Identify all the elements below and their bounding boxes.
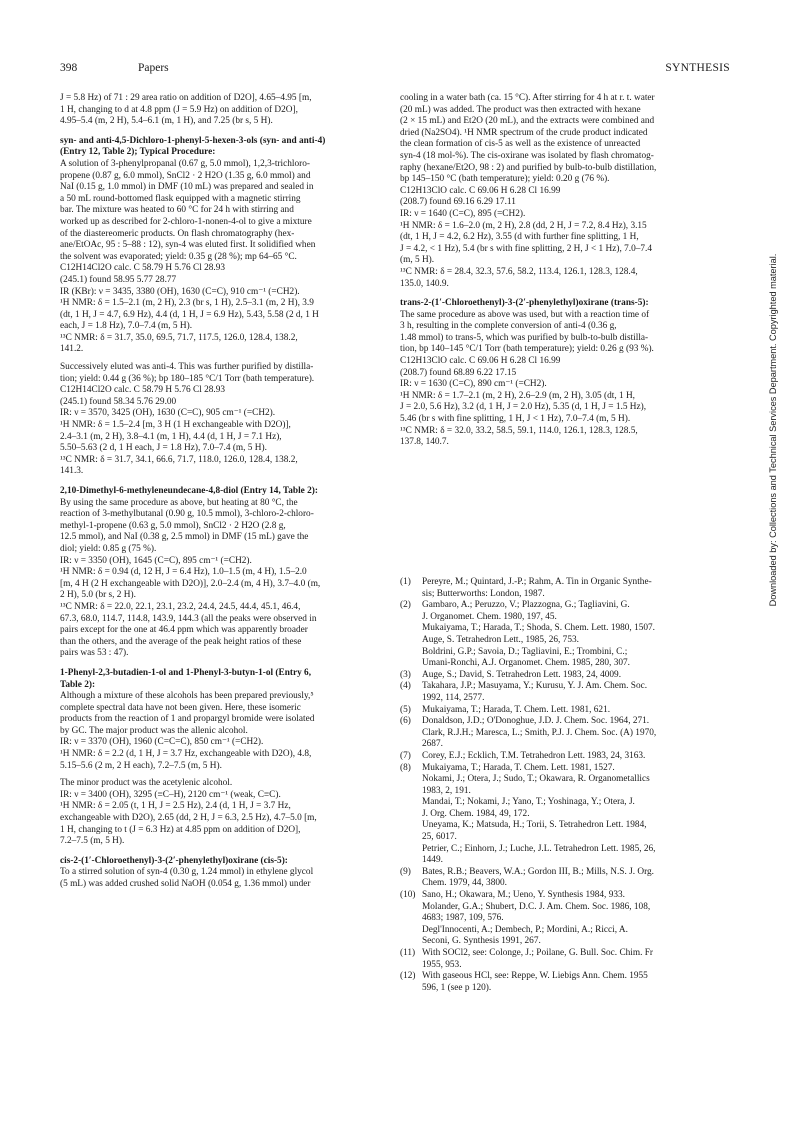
reference-line: Auge, S.; David, S. Tetrahedron Lett. 1983, 24, 4009. bbox=[422, 669, 622, 680]
text-line: 1 H, changing to t (J = 6.3 Hz) at 4.85 ppm on addition of D2O], bbox=[60, 824, 301, 835]
text-line: 5.50–5.63 (2 d, 1 H each, J = 1.8 Hz), 7.0–7.4 (m, 5 H). bbox=[60, 443, 267, 454]
reference-line: Molander, G.A.; Shubert, D.C. J. Am. Chem. Soc. 1986, 108, bbox=[422, 901, 651, 912]
text-line: NaI (0.15 g, 1.0 mmol) in DMF (10 mL) was prepared and sealed in bbox=[60, 182, 314, 193]
section-heading: syn- and anti-4,5-Dichloro-1-phenyl-5-hexen-3-ols (syn- and anti-4) bbox=[60, 135, 326, 146]
reference-line: Chem. 1979, 44, 3800. bbox=[422, 878, 507, 889]
reference-item bbox=[400, 577, 730, 600]
text-line: than the others, and the average of the peak height ratios of these bbox=[60, 636, 302, 647]
section-heading: cis-2-(1′-Chloroethenyl)-3-(2′-phenylethyl)oxirane (cis-5): bbox=[60, 855, 288, 866]
text-line: raphy (hexane/Et2O, 98 : 2) and purified by bulb-to-bulb distillation, bbox=[400, 162, 657, 173]
left-column bbox=[60, 93, 395, 891]
reference-line: Mukaiyama, T.; Harada, T.; Shoda, S. Chem. Lett. 1980, 1507. bbox=[422, 623, 655, 634]
reference-line: 4683; 1987, 109, 576. bbox=[422, 913, 504, 924]
section-label: Papers bbox=[138, 62, 169, 74]
download-notice bbox=[766, 170, 780, 690]
right-column bbox=[400, 93, 730, 449]
reference-number: (6) bbox=[400, 716, 411, 727]
reference-line: Pereyre, M.; Quintard, J.-P.; Rahm, A. Tin in Organic Synthe- bbox=[422, 577, 652, 587]
text-line: products from the reaction of 1 and propargyl bromide were isolated bbox=[60, 714, 315, 725]
reference-item bbox=[400, 681, 730, 704]
reference-line: Mukaiyama, T.; Harada, T. Chem. Lett. 1981, 1527. bbox=[422, 762, 615, 773]
text-line: reaction of 3-methylbutanal (0.90 g, 10.5 mmol), 3-chloro-2-chloro- bbox=[60, 509, 314, 520]
page-header bbox=[60, 62, 730, 80]
text-line: IR: ν = 3350 (OH), 1645 (C=C), 895 cm⁻¹ (=CH2). bbox=[60, 555, 252, 566]
text-line: ane/EtOAc, 95 : 5–88 : 12), syn-4 was eluted first. It solidified when bbox=[60, 240, 316, 251]
text-line: ¹³C NMR: δ = 31.7, 35.0, 69.5, 71.7, 117.5, 126.0, 128.4, 138.2, bbox=[60, 332, 298, 343]
text-line: Successively eluted was anti-4. This was further purified by distilla- bbox=[60, 362, 314, 373]
text-line: The minor product was the acetylenic alcohol. bbox=[60, 778, 233, 789]
reference-item bbox=[400, 763, 730, 867]
text-line: ¹H NMR: δ = 2.2 (d, 1 H, J = 3.7 Hz, exchangeable with D2O), 4.8, bbox=[60, 749, 312, 760]
text-line: tion, bp 140–145 °C/1 Torr (bath temperature); yield: 0.26 g (93 %). bbox=[400, 344, 654, 355]
text-line: 1 H, changing to d at 4.8 ppm (J = 5.9 Hz) on addition of D2O], bbox=[60, 104, 298, 115]
text-line: C12H14Cl2O calc. C 58.79 H 5.76 Cl 28.93 bbox=[60, 385, 226, 396]
text-line: syn-4 (18 mol-%). The cis-oxirane was isolated by flash chromatog- bbox=[400, 150, 654, 161]
section-heading: 1-Phenyl-2,3-butadien-1-ol and 1-Phenyl-3-butyn-1-ol (Entry 6, bbox=[60, 667, 312, 678]
reference-item bbox=[400, 705, 730, 717]
reference-item bbox=[400, 751, 730, 763]
page-number: 398 bbox=[60, 62, 78, 74]
text-line: C12H13ClO calc. C 69.06 H 6.28 Cl 16.99 bbox=[400, 356, 561, 367]
reference-number: (1) bbox=[400, 577, 411, 587]
text-line: 5.15–5.6 (2 m, 2 H each), 7.2–7.5 (m, 5 H). bbox=[60, 760, 222, 771]
text-line: Table 2): bbox=[60, 679, 96, 690]
reference-line: Mukaiyama, T.; Harada, T. Chem. Lett. 1981, 621. bbox=[422, 704, 611, 715]
text-line: the clean formation of cis-5 as well as the existence of unreacted bbox=[400, 139, 641, 150]
reference-line: 25, 6017. bbox=[422, 832, 457, 843]
text-line: 3 h, resulting in the complete conversion of anti-4 (0.36 g, bbox=[400, 321, 617, 332]
reference-item bbox=[400, 890, 730, 948]
text-line: ¹³C NMR: δ = 32.0, 33.2, 58.5, 59.1, 114.0, 126.1, 128.3, 128.5, bbox=[400, 425, 638, 436]
reference-number: (11) bbox=[400, 948, 416, 958]
text-line: 137.8, 140.7. bbox=[400, 437, 449, 448]
reference-item bbox=[400, 948, 730, 971]
text-line: A solution of 3-phenylpropanal (0.67 g, 5.0 mmol), 1,2,3-trichloro- bbox=[60, 158, 310, 169]
reference-number: (12) bbox=[400, 971, 416, 982]
reference-item bbox=[400, 670, 730, 682]
reference-line: Bates, R.B.; Beavers, W.A.; Gordon III, B.; Mills, N.S. J. Org. bbox=[422, 866, 654, 877]
reference-number: (3) bbox=[400, 669, 411, 680]
text-line: (208.7) found 68.89 6.22 17.15 bbox=[400, 367, 517, 378]
text-line: worked up as described for 2-chloro-1-nonen-4-ol to give a mixture bbox=[60, 216, 312, 227]
text-line: methyl-1-propene (0.63 g, 5.0 mmol), SnCl2 · 2 H2O (2.8 g, bbox=[60, 520, 286, 531]
reference-line: Petrier, C.; Einhorn, J.; Luche, J.L. Tetrahedron Lett. 1985, 26, bbox=[422, 843, 656, 854]
reference-number: (10) bbox=[400, 890, 416, 901]
text-line: By using the same procedure as above, but heating at 80 °C, the bbox=[60, 497, 298, 508]
text-line: ¹³C NMR: δ = 28.4, 32.3, 57.6, 58.2, 113.4, 126.1, 128.3, 128.4, bbox=[400, 266, 638, 277]
text-line: cooling in a water bath (ca. 15 °C). After stirring for 4 h at r. t. water bbox=[400, 93, 655, 103]
reference-item bbox=[400, 716, 730, 751]
reference-line: Donaldson, J.D.; O'Donoghue, J.D. J. Chem. Soc. 1964, 271. bbox=[422, 716, 650, 727]
text-line: (Entry 12, Table 2); Typical Procedure: bbox=[60, 147, 216, 158]
reference-line: Corey, E.J.; Ecklich, T.M. Tetrahedron Lett. 1983, 24, 3163. bbox=[422, 750, 646, 761]
reference-line: Degl'Innocenti, A.; Dembech, P.; Mordini, A.; Ricci, A. bbox=[422, 924, 628, 935]
text-line: pairs was 53 : 47). bbox=[60, 648, 129, 659]
text-line: 1.48 mmol) to trans-5, which was purified by bulb-to-bulb distilla- bbox=[400, 332, 649, 343]
references-list bbox=[400, 577, 730, 994]
reference-item bbox=[400, 600, 730, 670]
text-line: bar. The mixture was heated to 60 °C for 24 h with stirring and bbox=[60, 205, 294, 216]
journal-name: SYNTHESIS bbox=[665, 62, 730, 74]
reference-line: Umani-Ronchi, A.J. Organomet. Chem. 1985, 280, 307. bbox=[422, 658, 630, 669]
text-line: ¹³C NMR: δ = 31.7, 34.1, 66.6, 71.7, 118.0, 126.0, 128.4, 138.2, bbox=[60, 454, 298, 465]
reference-line: Takahara, J.P.; Masuyama, Y.; Kurusu, Y. J. Am. Chem. Soc. bbox=[422, 681, 648, 692]
text-line: IR: ν = 3570, 3425 (OH), 1630 (C=C), 905 cm⁻¹ (=CH2). bbox=[60, 408, 276, 419]
text-line: (245.1) found 58.34 5.76 29.00 bbox=[60, 396, 177, 407]
reference-line: 596, 1 (see p 120). bbox=[422, 982, 492, 993]
text-line: 135.0, 140.9. bbox=[400, 278, 449, 289]
text-line: J = 4.2, < 1 Hz), 5.4 (br s with fine splitting, 2 H, J < 1 Hz), 7.0–7.4 bbox=[400, 243, 653, 254]
reference-line: Auge, S. Tetrahedron Lett., 1985, 26, 753. bbox=[422, 634, 579, 645]
text-line: propene (0.87 g, 6.0 mmol), SnCl2 · 2 H2O (1.35 g, 6.0 mmol) and bbox=[60, 170, 311, 181]
reference-number: (2) bbox=[400, 600, 411, 611]
reference-number: (8) bbox=[400, 762, 411, 773]
text-line: IR: ν = 1640 (C=C), 895 (=CH2). bbox=[400, 208, 526, 219]
reference-item bbox=[400, 867, 730, 890]
reference-line: Gambaro, A.; Peruzzo, V.; Plazzogna, G.; Tagliavini, G. bbox=[422, 600, 630, 611]
text-line: dried (Na2SO4). ¹H NMR spectrum of the crude product indicated bbox=[400, 127, 648, 138]
reference-number: (9) bbox=[400, 866, 411, 877]
text-line: bp 145–150 °C (bath temperature); yield: 0.20 g (76 %). bbox=[400, 174, 610, 185]
text-line: IR (KBr): ν = 3435, 3380 (OH), 1630 (C=C), 910 cm⁻¹ (=CH2). bbox=[60, 286, 300, 297]
text-line: (20 mL) was added. The product was then extracted with hexane bbox=[400, 104, 641, 115]
reference-line: J. Org. Chem. 1984, 49, 172. bbox=[422, 808, 530, 819]
reference-line: 1983, 2, 191. bbox=[422, 785, 471, 796]
text-line: J = 2.0, 5.6 Hz), 3.2 (d, 1 H, J = 2.0 Hz), 5.35 (d, 1 H, J = 1.5 Hz), bbox=[400, 402, 647, 413]
reference-line: 2687. bbox=[422, 739, 443, 750]
reference-number: (7) bbox=[400, 750, 411, 761]
text-line: by GC. The major product was the allenic alcohol. bbox=[60, 725, 248, 736]
text-line: of the diastereomeric products. On flash chromatography (hex- bbox=[60, 228, 295, 239]
reference-line: 1992, 114, 2577. bbox=[422, 692, 485, 703]
text-line: exchangeable with D2O), 2.65 (dd, 2 H, J = 6.3, 2.5 Hz), 4.7–5.0 [m, bbox=[60, 813, 317, 824]
reference-line: Nokami, J.; Otera, J.; Sudo, T.; Okawara, R. Organometallics bbox=[422, 774, 650, 785]
text-line: [m, 4 H (2 H exchangeable with D2O)], 2.0–2.4 (m, 4 H), 3.7–4.0 (m, bbox=[60, 578, 321, 589]
text-line: diol; yield: 0.85 g (75 %). bbox=[60, 543, 157, 554]
reference-line: Sano, H.; Okawara, M.; Ueno, Y. Synthesis 1984, 933. bbox=[422, 890, 625, 901]
text-line: The same procedure as above was used, but with a reaction time of bbox=[400, 309, 650, 320]
text-line: 4.95–5.4 (m, 2 H), 5.4–6.1 (m, 1 H), and 7.25 (br s, 5 H). bbox=[60, 116, 273, 127]
text-line: ¹H NMR: δ = 0.94 (d, 12 H, J = 6.4 Hz), 1.0–1.5 (m, 4 H), 1.5–2.0 bbox=[60, 567, 307, 578]
reference-line: sis; Butterworths: London, 1987. bbox=[422, 588, 545, 599]
text-line: complete spectral data have not been given. Here, these isomeric bbox=[60, 702, 301, 713]
reference-line: Seconi, G. Synthesis 1991, 267. bbox=[422, 936, 541, 947]
text-line: IR: ν = 3400 (OH), 3295 (≡C–H), 2120 cm⁻¹ (weak, C≡C). bbox=[60, 789, 281, 800]
reference-line: Boldrini, G.P.; Savoia, D.; Tagliavini, E.; Trombini, C.; bbox=[422, 646, 628, 657]
text-line: J = 5.8 Hz) of 71 : 29 area ratio on addition of D2O], 4.65–4.95 [m, bbox=[60, 93, 312, 103]
text-line: (m, 5 H). bbox=[400, 255, 435, 266]
text-line: (dt, 1 H, J = 4.7, 6.9 Hz), 4.4 (d, 1 H, J = 6.9 Hz), 5.43, 5.58 (2 d, 1 H bbox=[60, 309, 319, 320]
text-line: 2.4–3.1 (m, 2 H), 3.8–4.1 (m, 1 H), 4.4 (d, 1 H, J = 7.1 Hz), bbox=[60, 431, 282, 442]
text-line: (208.7) found 69.16 6.29 17.11 bbox=[400, 197, 516, 208]
text-line: each, J = 1.8 Hz), 7.0–7.4 (m, 5 H). bbox=[60, 321, 193, 332]
text-line: (5 mL) was added crushed solid NaOH (0.054 g, 1.36 mmol) under bbox=[60, 879, 311, 889]
reference-line: 1955, 953. bbox=[422, 959, 462, 970]
text-line: C12H14Cl2O calc. C 58.79 H 5.76 Cl 28.93 bbox=[60, 263, 226, 274]
text-line: tion; yield: 0.44 g (36 %); bp 180–185 °C/1 Torr (bath temperature). bbox=[60, 373, 315, 384]
text-line: 12.5 mmol), and NaI (0.38 g, 2.5 mmol) in DMF (15 mL) gave the bbox=[60, 532, 309, 543]
text-line: ¹³C NMR: δ = 22.0, 22.1, 23.1, 23.2, 24.4, 24.5, 44.4, 45.1, 46.4, bbox=[60, 601, 301, 612]
text-line: 5.46 (br s with fine splitting, 1 H, J < 1 Hz), 7.0–7.4 (m, 5 H). bbox=[400, 414, 631, 425]
reference-number: (4) bbox=[400, 681, 411, 692]
text-line: To a stirred solution of syn-4 (0.30 g, 1.24 mmol) in ethylene glycol bbox=[60, 867, 314, 878]
text-line: ¹H NMR: δ = 1.6–2.0 (m, 2 H), 2.8 (dd, 2 H, J = 7.2, 8.4 Hz), 3.15 bbox=[400, 220, 647, 231]
section-heading: 2,10-Dimethyl-6-methyleneundecane-4,8-diol (Entry 14, Table 2): bbox=[60, 486, 318, 496]
text-line: IR: ν = 3370 (OH), 1960 (C=C=C), 850 cm⁻¹ (=CH2). bbox=[60, 737, 264, 748]
reference-line: J. Organomet. Chem. 1980, 197, 45. bbox=[422, 611, 557, 622]
text-line: C12H13ClO calc. C 69.06 H 6.28 Cl 16.99 bbox=[400, 185, 561, 196]
reference-number: (5) bbox=[400, 704, 411, 715]
text-line: ¹H NMR: δ = 1.7–2.1 (m, 2 H), 2.6–2.9 (m, 2 H), 3.05 (dt, 1 H, bbox=[400, 390, 636, 401]
reference-line: Mandai, T.; Nokami, J.; Yano, T.; Yoshinaga, Y.; Otera, J. bbox=[422, 797, 635, 808]
text-line: (2 × 15 mL) and Et2O (20 mL), and the extracts were combined and bbox=[400, 116, 655, 127]
text-line: Although a mixture of these alcohols has been prepared previously,⁵ bbox=[60, 691, 314, 702]
text-line: 141.3. bbox=[60, 466, 84, 477]
text-line: a 50 mL round-bottomed flask equipped with a magnetic stirring bbox=[60, 193, 301, 204]
section-heading: trans-2-(1′-Chloroethenyl)-3-(2′-phenylethyl)oxirane (trans-5): bbox=[400, 298, 649, 309]
reference-line: Clark, R.J.H.; Maresca, L.; Smith, P.J. J. Chem. Soc. (A) 1970, bbox=[422, 727, 657, 738]
text-line: 2 H), 5.0 (br s, 2 H). bbox=[60, 590, 136, 601]
text-line: pairs except for the one at 46.4 ppm which was apparently broader bbox=[60, 625, 308, 636]
download-notice-text: Downloaded by: Collections and Technical Services Department. Copyrighted material. bbox=[768, 253, 778, 607]
text-line: ¹H NMR: δ = 2.05 (t, 1 H, J = 2.5 Hz), 2.4 (d, 1 H, J = 3.7 Hz, bbox=[60, 801, 291, 812]
text-line: 141.2. bbox=[60, 344, 84, 355]
reference-line: Uneyama, K.; Matsuda, H.; Torii, S. Tetrahedron Lett. 1984, bbox=[422, 820, 647, 831]
reference-line: With SOCl2, see: Colonge, J.; Poilane, G. Bull. Soc. Chim. Fr bbox=[422, 948, 654, 958]
text-line: 7.2–7.5 (m, 5 H). bbox=[60, 836, 125, 847]
reference-line: With gaseous HCl, see: Reppe, W. Liebigs Ann. Chem. 1955 bbox=[422, 971, 648, 982]
text-line: the solvent was evaporated; yield: 0.35 g (28 %); mp 64–65 °C. bbox=[60, 251, 297, 262]
text-line: 67.3, 68.0, 114.7, 114.8, 143.9, 144.3 (all the peaks were observed in bbox=[60, 613, 317, 624]
text-line: IR: ν = 1630 (C=C), 890 cm⁻¹ (=CH2). bbox=[400, 379, 547, 390]
text-line: (245.1) found 58.95 5.77 28.77 bbox=[60, 274, 177, 285]
reference-line: 1449. bbox=[422, 855, 443, 866]
text-line: ¹H NMR: δ = 1.5–2.1 (m, 2 H), 2.3 (br s, 1 H), 2.5–3.1 (m, 2 H), 3.9 bbox=[60, 298, 314, 309]
text-line: (dt, 1 H, J = 4.2, 6.2 Hz), 3.55 (d with further fine splitting, 1 H, bbox=[400, 232, 639, 243]
text-line: ¹H NMR: δ = 1.5–2.4 [m, 3 H (1 H exchangeable with D2O)], bbox=[60, 420, 291, 431]
reference-item bbox=[400, 971, 730, 994]
